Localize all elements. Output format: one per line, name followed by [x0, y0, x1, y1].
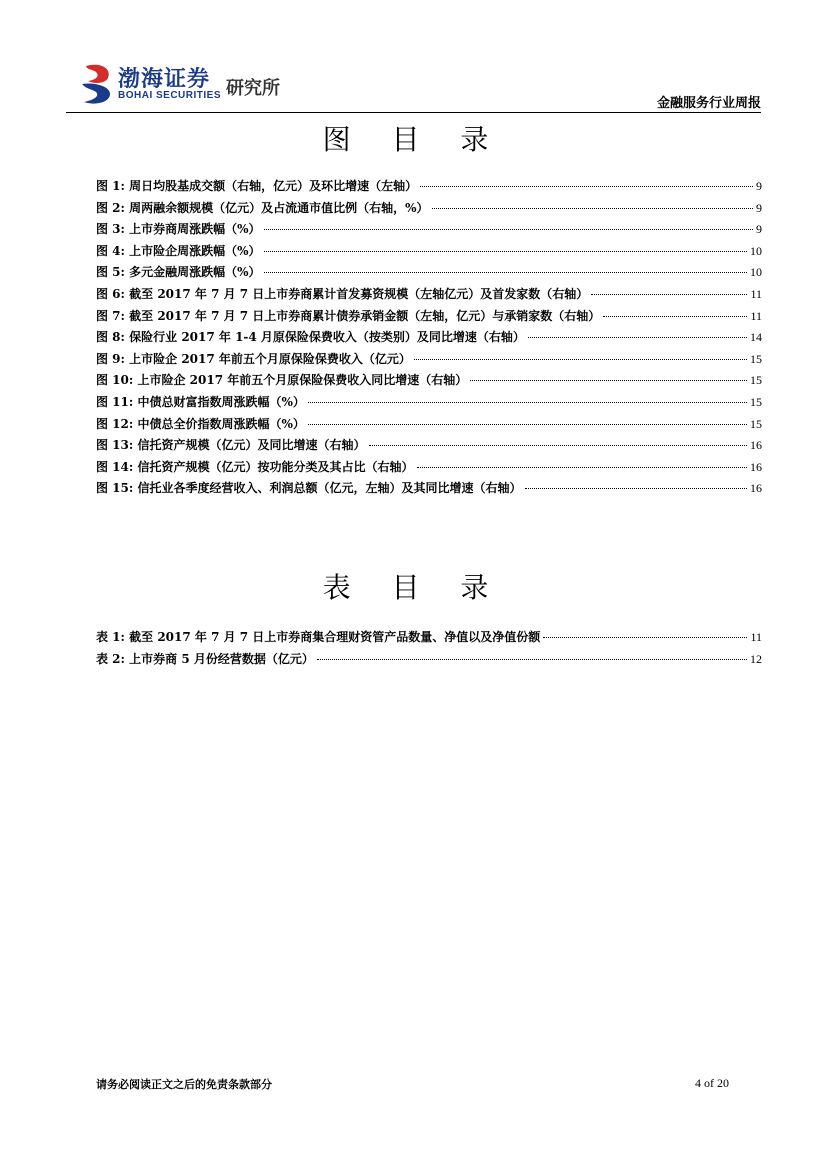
toc-entry[interactable] — [96, 350, 762, 372]
toc-entry-page: 16 — [750, 459, 762, 474]
toc-entry-label: 图 15: 信托业各季度经营收入、利润总额（亿元，左轴）及其同比增速（右轴） — [96, 481, 522, 496]
institute-label: 研究所 — [226, 78, 280, 99]
toc-entry-label: 图 2: 周两融余额规模（亿元）及占流通市值比例（右轴，%） — [96, 200, 429, 215]
toc-leader-dots — [308, 402, 747, 403]
toc-leader-dots — [603, 316, 747, 317]
tables-toc-list — [96, 628, 762, 671]
toc-entry-label: 图 13: 信托资产规模（亿元）及同比增速（右轴） — [96, 438, 366, 453]
toc-entry-page: 11 — [750, 308, 762, 323]
toc-leader-dots — [264, 272, 747, 273]
toc-entry-page: 15 — [750, 416, 762, 431]
company-logo — [78, 62, 298, 108]
toc-entry[interactable] — [96, 307, 762, 329]
toc-entry-page: 9 — [756, 222, 762, 237]
toc-entry-page: 10 — [750, 243, 762, 258]
toc-entry-page: 10 — [750, 265, 762, 280]
toc-leader-dots — [420, 186, 753, 187]
toc-entry-label: 表 1: 截至 2017 年 7 月 7 日上市券商集合理财资管产品数量、净值以及净值份额 — [96, 630, 541, 644]
toc-entry[interactable] — [96, 458, 762, 480]
logo-mark-icon — [78, 62, 114, 106]
toc-entry-page: 15 — [750, 351, 762, 366]
toc-entry-page: 15 — [750, 373, 762, 388]
toc-entry-page: 16 — [750, 438, 762, 453]
toc-leader-dots — [369, 445, 748, 446]
toc-entry[interactable] — [96, 242, 762, 264]
toc-entry-page: 11 — [750, 286, 762, 301]
toc-entry-page: 9 — [756, 179, 762, 193]
toc-entry[interactable] — [96, 479, 762, 501]
toc-entry-label: 图 3: 上市券商周涨跌幅（%） — [96, 222, 261, 237]
toc-entry-page: 14 — [750, 330, 762, 345]
toc-entry[interactable] — [96, 628, 762, 650]
toc-entry-label: 图 4: 上市险企周涨跌幅（%） — [96, 243, 261, 258]
toc-entry[interactable] — [96, 650, 762, 672]
toc-leader-dots — [417, 467, 748, 468]
footer-disclaimer: 请务必阅读正文之后的免责条款部分 — [96, 1078, 272, 1091]
toc-entry-label: 图 11: 中债总财富指数周涨跌幅（%） — [96, 394, 305, 409]
toc-entry[interactable] — [96, 285, 762, 307]
toc-entry-label: 图 14: 信托资产规模（亿元）按功能分类及其占比（右轴） — [96, 459, 414, 474]
toc-entry-label: 图 9: 上市险企 2017 年前五个月原保险保费收入（亿元） — [96, 351, 411, 366]
toc-entry[interactable] — [96, 393, 762, 415]
toc-entry[interactable] — [96, 263, 762, 285]
toc-leader-dots — [414, 359, 747, 360]
toc-entry[interactable] — [96, 415, 762, 437]
toc-leader-dots — [317, 659, 747, 660]
toc-entry-label: 图 12: 中债总全价指数周涨跌幅（%） — [96, 416, 305, 431]
toc-entry[interactable] — [96, 436, 762, 458]
report-type: 金融服务行业周报 — [656, 96, 761, 111]
company-name-cn: 渤海证券 — [118, 67, 211, 92]
toc-leader-dots — [525, 488, 748, 489]
toc-entry-label: 图 10: 上市险企 2017 年前五个月原保险保费收入同比增速（右轴） — [96, 373, 468, 388]
company-name-en: BOHAI SECURITIES — [118, 90, 222, 101]
toc-entry-page: 16 — [750, 481, 762, 496]
toc-entry-label: 图 6: 截至 2017 年 7 月 7 日上市券商累计首发募资规模（左轴亿元）及首发家数（右轴） — [96, 286, 589, 301]
toc-entry-page: 12 — [750, 651, 762, 666]
toc-entry-page: 11 — [750, 630, 762, 644]
toc-entry-label: 表 2: 上市券商 5 月份经营数据（亿元） — [96, 651, 314, 666]
toc-leader-dots — [591, 294, 747, 295]
toc-leader-dots — [543, 637, 747, 638]
toc-entry[interactable] — [96, 177, 762, 199]
toc-entry-label: 图 7: 截至 2017 年 7 月 7 日上市券商累计债券承销金额（左轴，亿元）与承销家数（右轴） — [96, 308, 601, 323]
figures-toc-list — [96, 177, 762, 501]
toc-entry-page: 15 — [750, 394, 762, 409]
toc-entry-label: 图 1: 周日均股基成交额（右轴，亿元）及环比增速（左轴） — [96, 179, 418, 193]
toc-leader-dots — [432, 208, 753, 209]
tables-toc-title: 表 目 录 — [322, 571, 505, 604]
figures-toc-title: 图 目 录 — [322, 123, 505, 156]
toc-leader-dots — [528, 337, 747, 338]
toc-entry[interactable] — [96, 220, 762, 242]
toc-entry-page: 9 — [756, 200, 762, 215]
toc-entry-label: 图 5: 多元金融周涨跌幅（%） — [96, 265, 261, 280]
toc-leader-dots — [264, 229, 753, 230]
toc-entry-label: 图 8: 保险行业 2017 年 1-4 月原保险保费收入（按类别）及同比增速（右轴） — [96, 330, 525, 345]
toc-entry[interactable] — [96, 371, 762, 393]
footer-page-number: 4 of 20 — [695, 1076, 729, 1090]
toc-leader-dots — [264, 251, 747, 252]
toc-entry[interactable] — [96, 328, 762, 350]
header-divider — [66, 112, 761, 113]
toc-leader-dots — [308, 424, 747, 425]
toc-leader-dots — [470, 380, 747, 381]
toc-entry[interactable] — [96, 199, 762, 221]
